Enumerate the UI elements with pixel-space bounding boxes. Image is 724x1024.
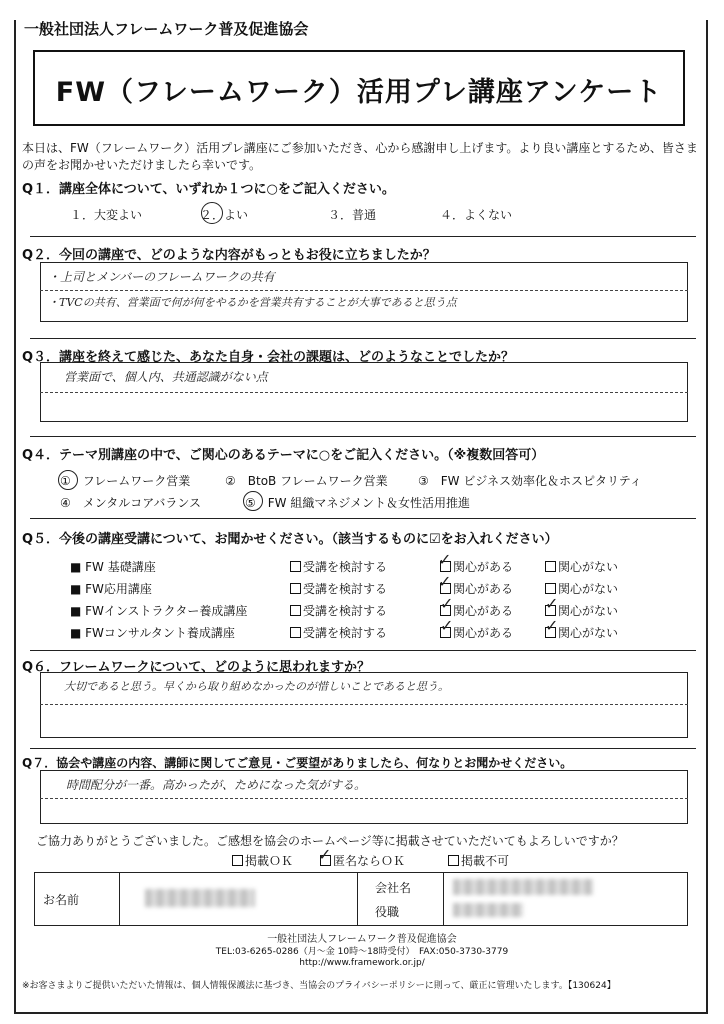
checkbox-label: 関心がある (453, 560, 514, 574)
q4-option-1[interactable]: ① フレームワーク営業 (60, 474, 191, 488)
contact-table (34, 872, 688, 926)
checkbox[interactable] (290, 561, 301, 572)
q4-option-3[interactable]: ③ FW ビジネス効率化＆ホスピタリティ (418, 474, 642, 488)
answer-line (40, 798, 688, 799)
answer-line (40, 392, 688, 393)
checkbox-label: 受講を検討する (303, 560, 388, 574)
name-label: お名前 (43, 893, 80, 907)
consent-ok[interactable] (232, 852, 293, 869)
checkbox[interactable] (290, 627, 301, 638)
checkbox-label: 関心がない (558, 560, 619, 574)
redacted-position (453, 903, 523, 917)
checkbox-label: 受講を検討する (303, 626, 388, 640)
organization-name: 一般社団法人フレームワーク普及促進協会 (24, 20, 309, 38)
section-divider (30, 650, 696, 651)
checkbox[interactable] (232, 855, 243, 866)
q5-row-not-interested[interactable] (545, 558, 618, 575)
check-mark-icon: ✓ (438, 550, 452, 569)
section-divider (30, 338, 696, 339)
checkbox-label: 受講を検討する (303, 582, 388, 596)
title-box (33, 50, 685, 126)
checkbox-label: 関心がない (558, 626, 619, 640)
consent-no[interactable] (448, 852, 509, 869)
q4-selected-circle (58, 470, 78, 490)
section-divider (30, 748, 696, 749)
q5-row-name: ■ FWコンサルタント養成講座 (70, 626, 235, 640)
q4-option-4[interactable]: ④ メンタルコアバランス (60, 496, 201, 510)
intro-text: 本日は、FW（フレームワーク）活用プレ講座にご参加いただき、心から感謝申し上げます。より良い講座とするため、皆さまの声をお聞かせいただけましたら幸いです。 (22, 141, 698, 172)
q1-selected-circle (201, 202, 223, 224)
q4-selected-circle (243, 491, 263, 511)
checkbox-label: 掲載ＯＫ (245, 854, 294, 868)
checkbox[interactable] (448, 855, 459, 866)
consent-anonymous[interactable] (320, 852, 405, 869)
q5-row-consider[interactable] (290, 580, 387, 597)
survey-title: FW（フレームワーク）活用プレ講座アンケート (55, 77, 663, 108)
check-mark-icon: ✓ (440, 594, 454, 613)
q3-question: Q３．講座を終えて感じた、あなた自身・会社の課題は、どのようなことでしたか？ (22, 350, 515, 365)
checkbox-label: 関心がある (453, 582, 514, 596)
q4-question: Q４．テーマ別講座の中で、ご関心のあるテーマに○をご記入ください。（※複数回答可） (22, 448, 545, 463)
redacted-name (145, 889, 255, 907)
section-divider (30, 518, 696, 519)
table-divider (357, 873, 358, 925)
q1-question: Q１．講座全体について、いずれか１つに○をご記入ください。 (22, 182, 395, 197)
q3-answer: 営業面で、個人内、共通認識がない点 (64, 370, 268, 384)
q5-row-name: ■ FW 基礎講座 (70, 560, 156, 574)
q5-row-consider[interactable] (290, 602, 387, 619)
q2-answer-line-2: ・TVCの共有、営業面で何が何をやるかを営業共有することが大事であると思う点 (48, 296, 457, 309)
q4-option-5[interactable]: ⑤ FW 組織マネジメント＆女性活用推進 (245, 496, 470, 510)
footer-url[interactable]: http://www.framework.or.jp/ (299, 958, 425, 968)
footer-contact: TEL:03-6265-0286（月～金 10時～18時受付） FAX:050-3730-3779 (215, 947, 509, 957)
q7-answer: 時間配分が一番。高かったが、ためになった気がする。 (66, 778, 367, 792)
consent-question: ご協力ありがとうございました。ご感想を協会のホームページ等に掲載させていただいてもよろしいですか？ (36, 834, 624, 848)
checkbox[interactable] (290, 605, 301, 616)
section-divider (30, 236, 696, 237)
table-divider (443, 873, 444, 925)
q4-option-2[interactable]: ② BtoB フレームワーク営業 (225, 474, 388, 488)
answer-line (40, 704, 688, 705)
checkbox-label: 関心がある (453, 604, 514, 618)
q5-row-name: ■ FW応用講座 (70, 582, 152, 596)
q5-row-consider[interactable] (290, 624, 387, 641)
checkbox[interactable] (545, 561, 556, 572)
privacy-note: ※お客さまよりご提供いただいた情報は、個人情報保護法に基づき、当協会のプライバシーポリシーに則って、厳正に管理いたします。【130624】 (22, 981, 616, 991)
checkbox-label: 匿名ならＯＫ (333, 854, 406, 868)
checkbox-label: 関心がない (558, 582, 619, 596)
position-label: 役職 (375, 905, 400, 919)
q1-option-2[interactable]: ２．よい (200, 208, 249, 222)
company-label: 会社名 (375, 881, 412, 895)
check-mark-icon: ✓ (318, 845, 332, 864)
q1-option-4[interactable]: ４．よくない (440, 208, 513, 222)
q5-row-consider[interactable] (290, 558, 387, 575)
q5-row-name: ■ FWインストラクター養成講座 (70, 604, 248, 618)
check-mark-icon: ✓ (545, 594, 559, 613)
check-mark-icon: ✓ (545, 616, 559, 635)
section-divider (30, 436, 696, 437)
checkbox[interactable] (290, 583, 301, 594)
q1-option-1[interactable]: １．大変よい (70, 208, 143, 222)
checkbox-label: 受講を検討する (303, 604, 388, 618)
q7-question: Q７．協会や講座の内容、講師に関してご意見・ご要望がありましたら、何なりとお聞かせください。 (22, 756, 573, 770)
q2-answer-line-1: ・上司とメンバーのフレームワークの共有 (48, 270, 275, 284)
checkbox-label: 関心がない (558, 604, 619, 618)
check-mark-icon: ✓ (440, 616, 454, 635)
footer-org: 一般社団法人フレームワーク普及促進協会 (267, 934, 457, 945)
q6-question: Q６．フレームワークについて、どのように思われますか？ (22, 660, 371, 675)
answer-line (40, 290, 688, 291)
checkbox-label: 関心がある (453, 626, 514, 640)
redacted-company (453, 879, 593, 895)
checkbox[interactable] (545, 583, 556, 594)
q5-question: Q５．今後の講座受講について、お聞かせください。（該当するものに☑をお入れください） (22, 532, 558, 547)
q2-question: Q２．今回の講座で、どのような内容がもっともお役に立ちましたか？ (22, 248, 436, 263)
q1-option-3[interactable]: ３．普通 (328, 208, 377, 222)
checkbox-label: 掲載不可 (461, 854, 510, 868)
table-divider (119, 873, 120, 925)
check-mark-icon: ✓ (438, 572, 452, 591)
q6-answer: 大切であると思う。早くから取り組めなかったのが惜しいことであると思う。 (64, 680, 449, 693)
